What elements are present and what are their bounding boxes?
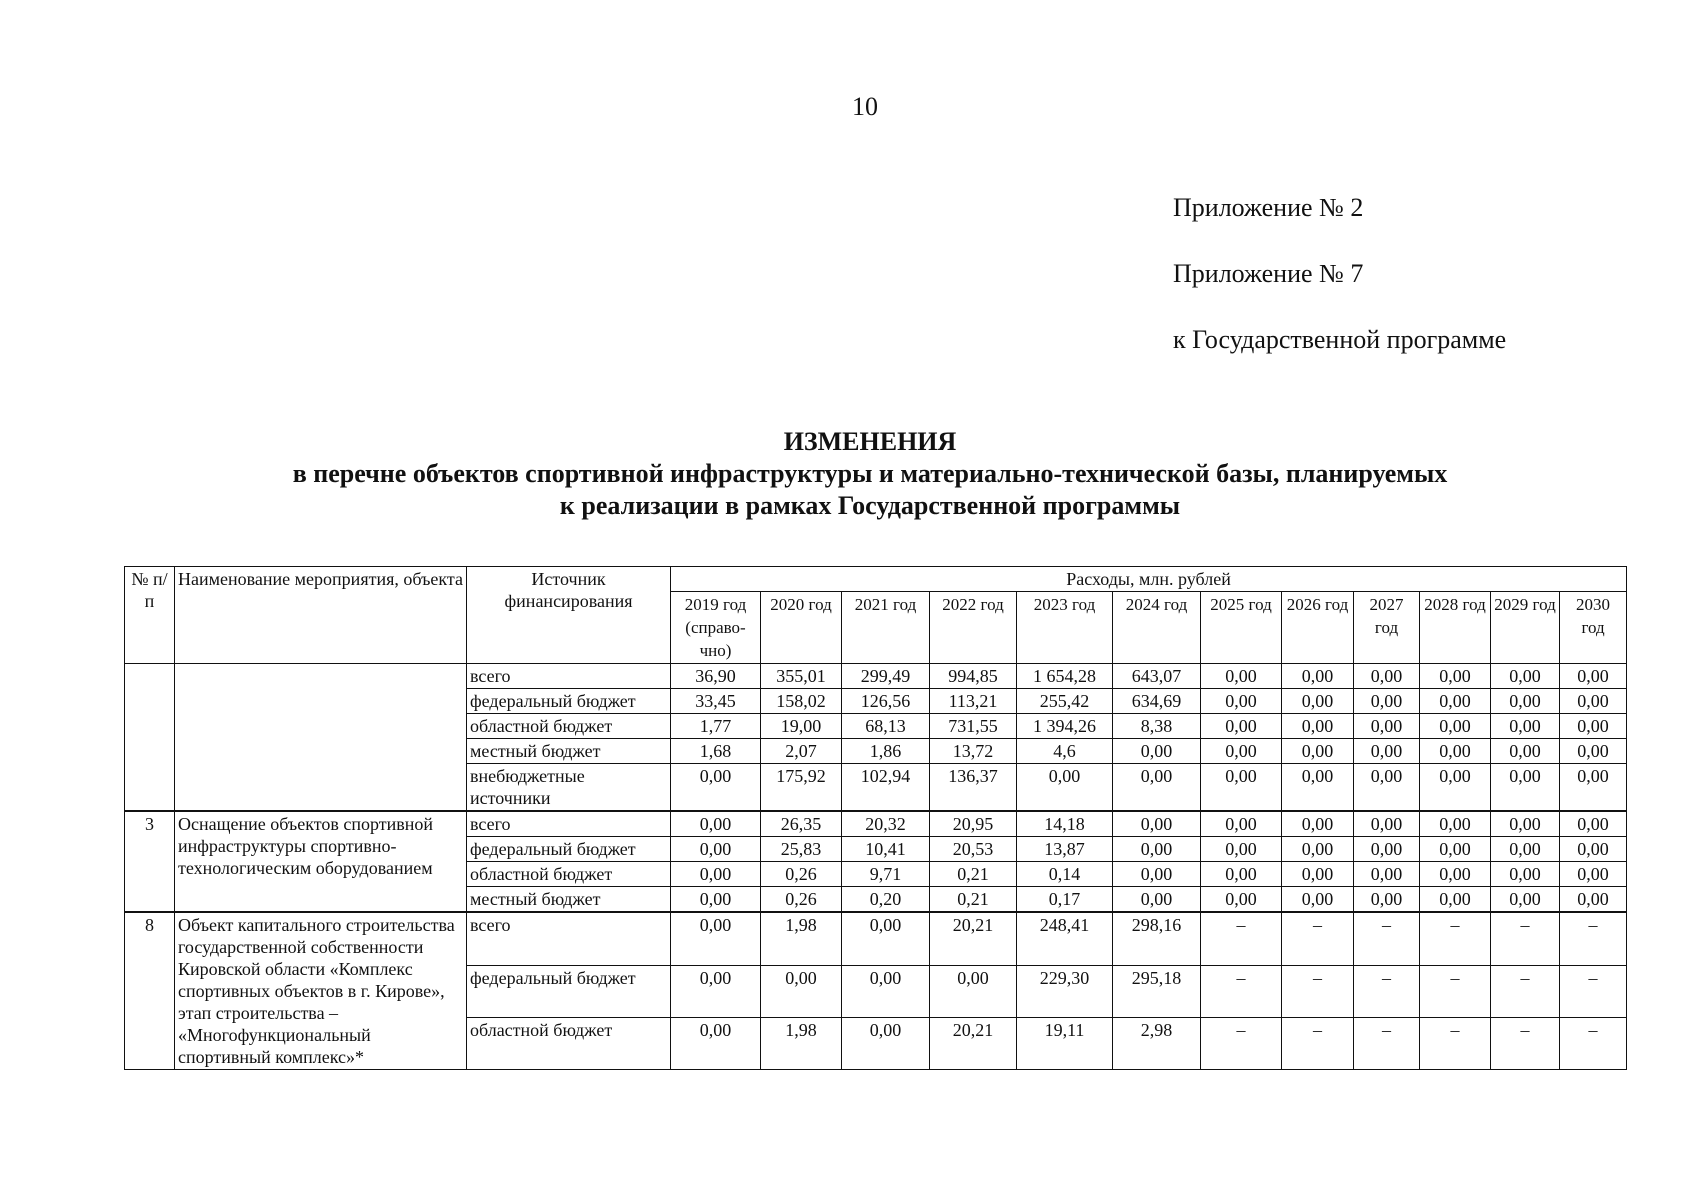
value-cell: 0,00 (671, 965, 761, 1017)
value-cell: 0,00 (1201, 837, 1282, 862)
value-cell: 643,07 (1113, 664, 1201, 689)
value-cell: – (1491, 912, 1560, 965)
page-number: 10 (852, 92, 878, 121)
value-cell: 0,00 (842, 912, 930, 965)
value-cell: 0,00 (1420, 664, 1491, 689)
value-cell: 0,00 (1354, 739, 1420, 764)
value-cell: 255,42 (1017, 689, 1113, 714)
table-row (125, 811, 1627, 837)
value-cell: 175,92 (761, 764, 842, 812)
row-number (125, 664, 175, 812)
value-cell: 0,00 (1560, 689, 1627, 714)
value-cell: 1,98 (761, 1017, 842, 1069)
value-cell: 295,18 (1113, 965, 1201, 1017)
value-cell: 0,00 (1113, 837, 1201, 862)
value-cell: 0,00 (842, 1017, 930, 1069)
value-cell: 0,00 (1282, 739, 1354, 764)
value-cell: – (1354, 965, 1420, 1017)
value-cell: 0,00 (1354, 811, 1420, 837)
expenses-table (124, 566, 1627, 1070)
value-cell: – (1282, 912, 1354, 965)
value-cell: 13,72 (930, 739, 1017, 764)
value-cell: 20,53 (930, 837, 1017, 862)
header-year: 2020 год (761, 592, 842, 664)
header-year: 2023 год (1017, 592, 1113, 664)
value-cell: 0,00 (1282, 714, 1354, 739)
value-cell: 0,00 (671, 912, 761, 965)
value-cell: 0,00 (1560, 887, 1627, 913)
value-cell: 0,00 (1560, 811, 1627, 837)
value-cell: 0,00 (1560, 764, 1627, 812)
header-year: 2028 год (1420, 592, 1491, 664)
value-cell: 26,35 (761, 811, 842, 837)
value-cell: 2,07 (761, 739, 842, 764)
value-cell: 0,00 (671, 811, 761, 837)
value-cell: – (1420, 912, 1491, 965)
table-row (125, 912, 1627, 965)
value-cell: 0,00 (1491, 764, 1560, 812)
value-cell: 0,00 (1201, 714, 1282, 739)
value-cell: 0,00 (1354, 664, 1420, 689)
value-cell: – (1491, 1017, 1560, 1069)
value-cell: – (1354, 912, 1420, 965)
value-cell: 0,00 (1201, 739, 1282, 764)
value-cell: 0,17 (1017, 887, 1113, 913)
value-cell: 0,00 (1491, 837, 1560, 862)
title-line-2: к реализации в рамках Государственной программы (559, 491, 1181, 520)
title-heading: ИЗМЕНЕНИЯ (783, 427, 957, 456)
value-cell: 20,21 (930, 1017, 1017, 1069)
value-cell: – (1420, 1017, 1491, 1069)
value-cell: 0,00 (1560, 714, 1627, 739)
value-cell: 0,00 (1201, 811, 1282, 837)
value-cell: 0,00 (1491, 689, 1560, 714)
value-cell: 1,98 (761, 912, 842, 965)
value-cell: 19,00 (761, 714, 842, 739)
value-cell: 0,14 (1017, 862, 1113, 887)
value-cell: 0,00 (1113, 887, 1201, 913)
value-cell: 0,00 (1491, 811, 1560, 837)
funding-source: всего (467, 664, 671, 689)
value-cell: 0,00 (671, 887, 761, 913)
value-cell: 20,95 (930, 811, 1017, 837)
value-cell: 0,00 (671, 862, 761, 887)
value-cell: 102,94 (842, 764, 930, 812)
value-cell: 0,00 (1354, 764, 1420, 812)
value-cell: 0,00 (761, 965, 842, 1017)
value-cell: 0,00 (671, 764, 761, 812)
value-cell: 0,00 (1420, 689, 1491, 714)
value-cell: 1 654,28 (1017, 664, 1113, 689)
value-cell: 355,01 (761, 664, 842, 689)
header-year: 2019 год (справо-чно) (671, 592, 761, 664)
value-cell: – (1201, 912, 1282, 965)
value-cell: – (1560, 1017, 1627, 1069)
funding-source: местный бюджет (467, 887, 671, 913)
header-year: 2025 год (1201, 592, 1282, 664)
value-cell: 20,21 (930, 912, 1017, 965)
table-row (125, 664, 1627, 689)
value-cell: 113,21 (930, 689, 1017, 714)
value-cell: 0,00 (930, 965, 1017, 1017)
header-year: 2030 год (1560, 592, 1627, 664)
header-num: № п/п (125, 567, 175, 664)
value-cell: 8,38 (1113, 714, 1201, 739)
value-cell: 0,00 (1491, 664, 1560, 689)
value-cell: – (1201, 1017, 1282, 1069)
value-cell: 0,00 (1560, 862, 1627, 887)
funding-source: всего (467, 912, 671, 965)
header-year: 2024 год (1113, 592, 1201, 664)
value-cell: – (1491, 965, 1560, 1017)
row-number: 8 (125, 912, 175, 1070)
value-cell: 248,41 (1017, 912, 1113, 965)
funding-source: областной бюджет (467, 862, 671, 887)
value-cell: – (1560, 912, 1627, 965)
table-body (125, 664, 1627, 1070)
funding-source: федеральный бюджет (467, 837, 671, 862)
value-cell: 0,00 (1282, 764, 1354, 812)
value-cell: 0,00 (1420, 837, 1491, 862)
funding-source: областной бюджет (467, 714, 671, 739)
value-cell: 0,00 (1282, 811, 1354, 837)
row-object-name: Объект капитального строительства государственной собственности Кировской области «Комплекс спортивных объектов в г. Кирове», этап строительства – «Многофункциональный спортивный комплекс»* (175, 912, 467, 1070)
header-row-1 (125, 567, 1627, 592)
value-cell: 2,98 (1113, 1017, 1201, 1069)
value-cell: 0,00 (1420, 739, 1491, 764)
value-cell: 229,30 (1017, 965, 1113, 1017)
row-number: 3 (125, 811, 175, 912)
funding-source: местный бюджет (467, 739, 671, 764)
value-cell: 0,00 (671, 837, 761, 862)
value-cell: 0,00 (1491, 862, 1560, 887)
value-cell: 0,00 (1560, 837, 1627, 862)
value-cell: 0,00 (1354, 689, 1420, 714)
value-cell: 0,00 (1491, 887, 1560, 913)
appendix-line-2: Приложение № 7 (1173, 259, 1364, 288)
value-cell: 0,00 (1354, 887, 1420, 913)
value-cell: 0,00 (1354, 837, 1420, 862)
value-cell: 634,69 (1113, 689, 1201, 714)
value-cell: – (1560, 965, 1627, 1017)
funding-source: федеральный бюджет (467, 689, 671, 714)
value-cell: – (1201, 965, 1282, 1017)
value-cell: 19,11 (1017, 1017, 1113, 1069)
value-cell: 158,02 (761, 689, 842, 714)
value-cell: 9,71 (842, 862, 930, 887)
value-cell: 994,85 (930, 664, 1017, 689)
value-cell: 0,00 (1282, 887, 1354, 913)
appendix-line-1: Приложение № 2 (1173, 193, 1364, 222)
value-cell: 14,18 (1017, 811, 1113, 837)
header-expenses: Расходы, млн. рублей (671, 567, 1627, 592)
value-cell: 0,00 (1201, 664, 1282, 689)
value-cell: 0,21 (930, 887, 1017, 913)
value-cell: 0,00 (1113, 811, 1201, 837)
value-cell: 20,32 (842, 811, 930, 837)
value-cell: – (1354, 1017, 1420, 1069)
value-cell: 0,00 (1420, 862, 1491, 887)
value-cell: 299,49 (842, 664, 930, 689)
value-cell: 1,68 (671, 739, 761, 764)
value-cell: 298,16 (1113, 912, 1201, 965)
value-cell: 1,77 (671, 714, 761, 739)
value-cell: 0,00 (1201, 764, 1282, 812)
funding-source: всего (467, 811, 671, 837)
value-cell: 1,86 (842, 739, 930, 764)
value-cell: – (1420, 965, 1491, 1017)
value-cell: 0,00 (1282, 664, 1354, 689)
header-source: Источник финансирования (467, 567, 671, 664)
value-cell: 136,37 (930, 764, 1017, 812)
header-year: 2026 год (1282, 592, 1354, 664)
value-cell: 0,00 (1354, 862, 1420, 887)
value-cell: 0,00 (1354, 714, 1420, 739)
value-cell: 0,00 (1420, 887, 1491, 913)
value-cell: 25,83 (761, 837, 842, 862)
value-cell: 0,00 (1113, 739, 1201, 764)
value-cell: 36,90 (671, 664, 761, 689)
value-cell: 0,00 (1560, 739, 1627, 764)
value-cell: 731,55 (930, 714, 1017, 739)
value-cell: 33,45 (671, 689, 761, 714)
value-cell: 13,87 (1017, 837, 1113, 862)
title-line-1: в перечне объектов спортивной инфраструктуры и материально-технической базы, планируемых (292, 459, 1448, 488)
funding-source: внебюджетные источники (467, 764, 671, 812)
value-cell: 0,00 (1282, 837, 1354, 862)
value-cell: 0,00 (1420, 811, 1491, 837)
funding-source: федеральный бюджет (467, 965, 671, 1017)
value-cell: 0,00 (1113, 862, 1201, 887)
value-cell: 0,00 (1201, 689, 1282, 714)
value-cell: – (1282, 1017, 1354, 1069)
header-year: 2022 год (930, 592, 1017, 664)
row-object-name: Оснащение объектов спортивной инфраструктуры спортивно-технологическим оборудованием (175, 811, 467, 912)
value-cell: 0,00 (842, 965, 930, 1017)
value-cell: 0,00 (1201, 862, 1282, 887)
value-cell: 0,00 (1282, 862, 1354, 887)
value-cell: 0,21 (930, 862, 1017, 887)
value-cell: 1 394,26 (1017, 714, 1113, 739)
value-cell: 0,00 (1560, 664, 1627, 689)
value-cell: 0,00 (1113, 764, 1201, 812)
value-cell: 0,00 (671, 1017, 761, 1069)
value-cell: 4,6 (1017, 739, 1113, 764)
value-cell: 0,00 (1282, 689, 1354, 714)
value-cell: 0,00 (1491, 714, 1560, 739)
value-cell: 0,00 (1420, 764, 1491, 812)
value-cell: 10,41 (842, 837, 930, 862)
value-cell: – (1282, 965, 1354, 1017)
header-name: Наименование мероприятия, объекта (175, 567, 467, 664)
value-cell: 0,00 (1491, 739, 1560, 764)
appendix-line-3: к Государственной программе (1173, 325, 1507, 354)
row-object-name (175, 664, 467, 812)
value-cell: 68,13 (842, 714, 930, 739)
value-cell: 0,00 (1017, 764, 1113, 812)
value-cell: 0,26 (761, 887, 842, 913)
header-year: 2029 год (1491, 592, 1560, 664)
funding-source: областной бюджет (467, 1017, 671, 1069)
header-year: 2027 год (1354, 592, 1420, 664)
value-cell: 126,56 (842, 689, 930, 714)
value-cell: 0,20 (842, 887, 930, 913)
value-cell: 0,00 (1420, 714, 1491, 739)
value-cell: 0,26 (761, 862, 842, 887)
value-cell: 0,00 (1201, 887, 1282, 913)
header-year: 2021 год (842, 592, 930, 664)
document-title (0, 426, 1699, 522)
